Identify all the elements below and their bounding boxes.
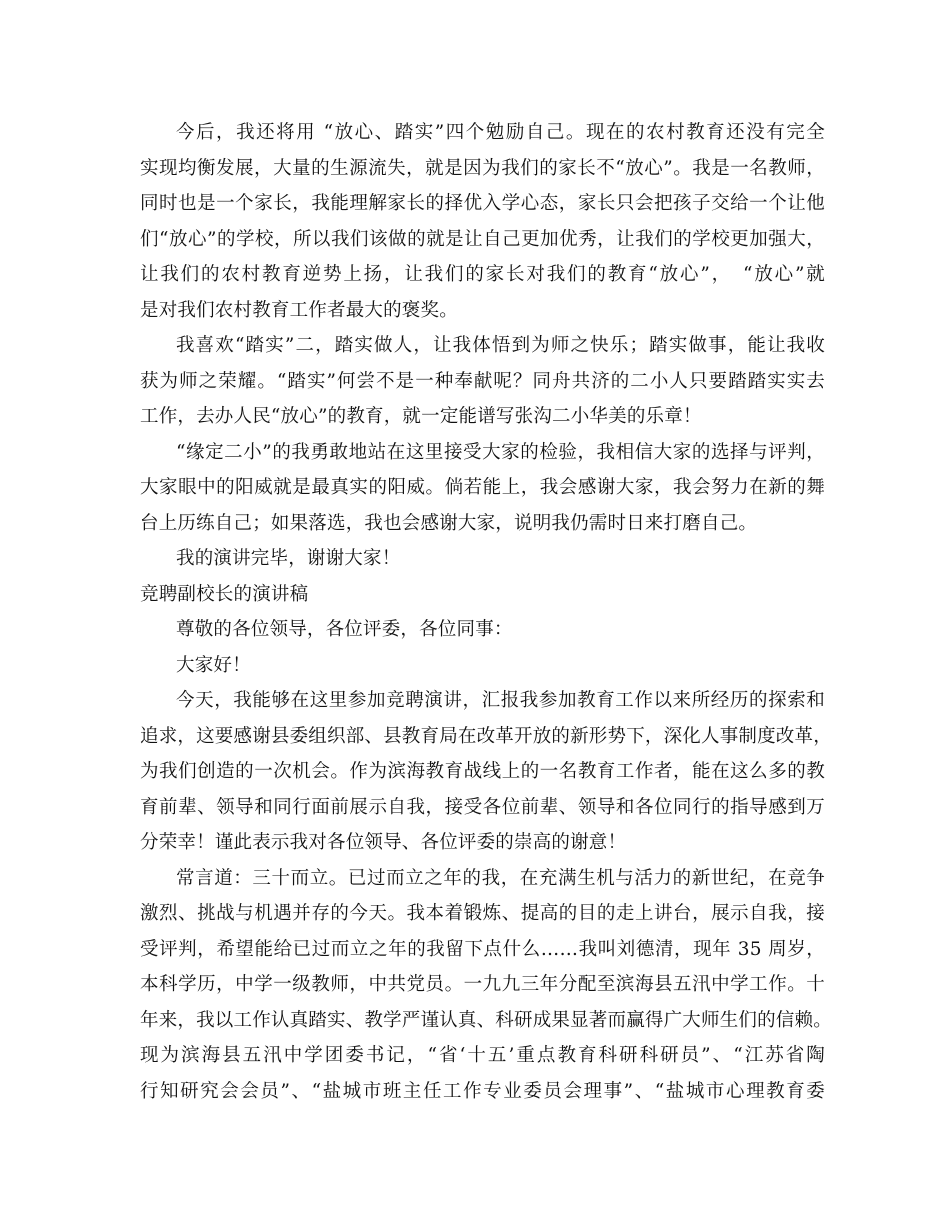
text-line: 尊敬的各位领导，各位评委，各位同事： [176,619,513,640]
text-line: 是对我们农村教育工作者最大的褒奖。 [140,299,458,321]
text-line: 今天，我能够在这里参加竞聘演讲，汇报我参加教育工作以来所经历的探索和 [176,690,825,711]
text-line: 年来，我以工作认真踏实、教学严谨认真、科研成果显著而赢得广大师生们的信赖。 [140,1009,832,1031]
text-line: 育前辈、领导和同行面前展示自我，接受各位前辈、领导和各位同行的指导感到万 [140,796,825,818]
text-line: 为我们创造的一次机会。作为滨海教育战线上的一名教育工作者，能在这么多的教 [140,761,825,782]
text-line: 追求，这要感谢县委组织部、县教育局在改革开放的新形势下，深化人事制度改革， [140,725,832,747]
section-heading: 竞聘副校长的演讲稿 [140,583,309,605]
text-line: 大家好！ [176,654,251,676]
document-body [140,115,832,1109]
text-line: 分荣幸！谨此表示我对各位领导、各位评委的崇高的谢意！ [140,832,627,853]
text-line: 现为滨海县五汛中学团委书记，“省‘十五’重点教育科研科研员”、“江苏省陶 [140,1045,825,1066]
text-line: 实现均衡发展，大量的生源流失，就是因为我们的家长不“放心”。我是一名教师， [140,157,825,179]
text-line: 受评判，希望能给已过而立之年的我留下点什么……我叫刘德清，现年 35 周岁， [140,938,825,960]
text-line: 大家眼中的阳威就是最真实的阳威。倘若能上，我会感谢大家，我会努力在新的舞 [140,477,825,498]
text-line: 台上历练自己；如果落选，我也会感谢大家，说明我仍需时日来打磨自己。 [140,512,758,534]
text-line: 让我们的农村教育逆势上扬，让我们的家长对我们的教育“放心”， “放心”就 [140,264,825,285]
text-line: “缘定二小”的我勇敢地站在这里接受大家的检验，我相信大家的选择与评判， [176,441,825,463]
text-line: 我的演讲完毕，谢谢大家！ [176,548,401,569]
text-line: 常言道：三十而立。已过而立之年的我，在充满生机与活力的新世纪，在竞争 [176,867,825,889]
text-line: 工作，去办人民“放心”的教育，就一定能谱写张沟二小华美的乐章！ [140,406,702,427]
text-line: 同时也是一个家长，我能理解家长的择优入学心态，家长只会把孩子交给一个让他 [140,193,825,214]
text-line: 激烈、挑战与机遇并存的今天。我本着锻炼、提高的目的走上讲台，展示自我，接 [140,903,825,924]
text-line: 行知研究会会员”、“盐城市班主任工作专业委员会理事”、“盐城市心理教育委 [140,1080,825,1102]
text-line: 获为师之荣耀。“踏实”何尝不是一种奉献呢？同舟共济的二小人只要踏踏实实去 [140,370,825,392]
text-line: 们“放心”的学校，所以我们该做的就是让自己更加优秀，让我们的学校更加强大， [140,228,825,250]
text-line: 我喜欢“踏实”二，踏实做人，让我体悟到为师之快乐；踏实做事，能让我收 [176,335,825,356]
text-line: 今后，我还将用 “放心、踏实”四个勉励自己。现在的农村教育还没有完全 [176,122,825,143]
text-line: 本科学历，中学一级教师，中共党员。一九九三年分配至滨海县五汛中学工作。十 [140,974,825,995]
